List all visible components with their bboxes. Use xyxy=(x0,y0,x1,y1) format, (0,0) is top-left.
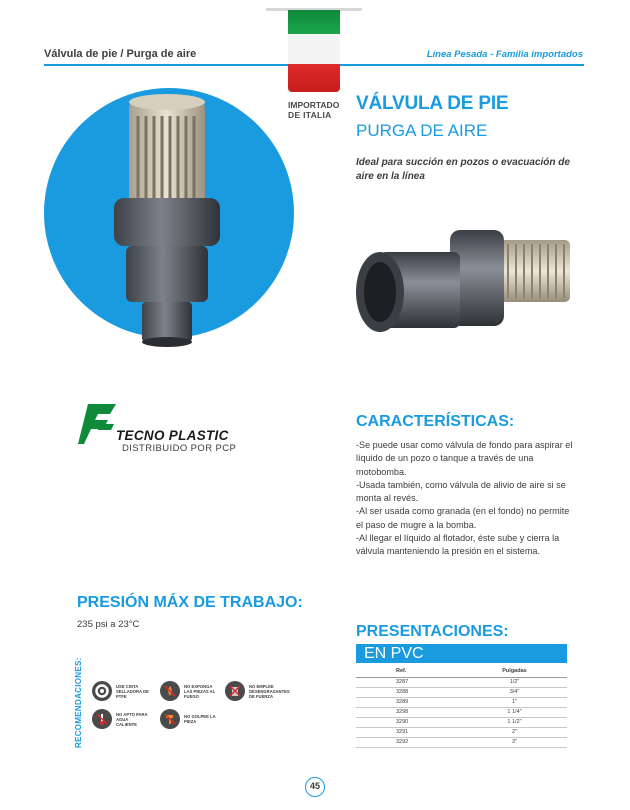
no-hot-water-icon xyxy=(92,709,112,729)
no-hammer-icon xyxy=(160,709,180,729)
no-fire-icon xyxy=(160,681,180,701)
tape-icon xyxy=(92,681,112,701)
table-row xyxy=(356,697,567,707)
presentations-title: PRESENTACIONES: xyxy=(356,623,509,640)
col-ref-header: Ref. xyxy=(356,666,462,677)
ref-cell: 3298 xyxy=(356,707,462,717)
recommendation-text: NO GOLPEE LA PIEZA xyxy=(184,714,216,724)
features-title: CARACTERÍSTICAS: xyxy=(356,413,515,430)
tecno-plastic-logo-icon xyxy=(78,402,118,446)
table-row xyxy=(356,737,567,747)
feature-item: -Al ser usada como granada (en el fondo) no permite el paso de mugre a la bomba. xyxy=(356,506,570,530)
presentations-table xyxy=(356,666,567,748)
recommendation-text: NO EXPONGA LAS PIEZAS AL FUEGO xyxy=(184,683,216,699)
size-cell: 2" xyxy=(462,727,567,737)
size-cell: 1" xyxy=(462,697,567,707)
size-cell: 3" xyxy=(462,737,567,747)
feature-item: -Usada también, como válvula de alivio de aire si se monta al revés. xyxy=(356,479,566,504)
product-tagline: Ideal para succión en pozos o evacuación de aire en la línea xyxy=(356,157,570,182)
brand-distributor: DISTRIBUIDO POR PCP xyxy=(122,443,237,454)
ref-cell: 3290 xyxy=(356,717,462,727)
ref-cell: 3288 xyxy=(356,687,462,697)
product-subtitle: PURGA DE AIRE xyxy=(356,121,488,140)
size-cell: 1 1/2" xyxy=(462,717,567,727)
recommendation-text: NO EMPLEE DESENGRASANTES DE FUERZA xyxy=(249,683,290,699)
features-list xyxy=(356,439,578,559)
product-title: VÁLVULA DE PIE xyxy=(356,93,509,114)
ref-cell: 3287 xyxy=(356,677,462,687)
table-row xyxy=(356,717,567,727)
recommendation-item xyxy=(160,709,218,729)
feature-item: -Se puede usar como válvula de fondo para aspirar el líquido de un pozo o tanque a través de una motobomba. xyxy=(356,440,573,477)
feature-item: -Al llegar el líquido al flotador, éste sube y cierra la válvula manteniendo la presión en el sistema. xyxy=(356,533,560,557)
recommendation-item xyxy=(92,681,150,701)
valve-vertical-image xyxy=(90,88,260,348)
pressure-value: 235 psi a 23°C xyxy=(77,619,140,630)
recommendation-item xyxy=(225,681,290,701)
ref-cell: 3291 xyxy=(356,727,462,737)
table-row xyxy=(356,677,567,687)
size-cell: 1 1/4" xyxy=(462,707,567,717)
size-cell: 3/4" xyxy=(462,687,567,697)
import-badge-line1: IMPORTADO xyxy=(288,100,340,110)
table-row xyxy=(356,707,567,717)
ref-cell: 3292 xyxy=(356,737,462,747)
product-line-label: Línea Pesada - Familia importados xyxy=(426,49,583,60)
import-badge-line2: DE ITALIA xyxy=(288,110,332,120)
recommendation-text: NO APTO PARA AGUA CALIENTE xyxy=(116,711,148,727)
material-label: EN PVC xyxy=(364,645,424,662)
italy-flag-icon xyxy=(288,10,340,92)
recommendation-text: USE CINTA SELLADORA DE PTFE xyxy=(116,683,149,699)
size-cell: 1/2" xyxy=(462,677,567,687)
recommendation-item xyxy=(160,681,218,701)
page-number: 45 xyxy=(305,777,325,797)
table-row xyxy=(356,727,567,737)
col-inch-header: Pulgadas xyxy=(462,666,567,677)
recommendations-label: RECOMENDACIONES: xyxy=(74,657,83,748)
recommendation-item xyxy=(92,709,150,729)
brand-name: TECNO PLASTIC xyxy=(116,428,229,443)
table-header-row xyxy=(356,666,567,677)
ref-cell: 3289 xyxy=(356,697,462,707)
no-solvent-icon xyxy=(225,681,245,701)
table-row xyxy=(356,687,567,697)
section-title: Válvula de pie / Purga de aire xyxy=(44,48,197,60)
material-bar xyxy=(356,644,567,663)
pressure-title: PRESIÓN MÁX DE TRABAJO: xyxy=(77,594,303,611)
valve-horizontal-image xyxy=(350,222,580,352)
